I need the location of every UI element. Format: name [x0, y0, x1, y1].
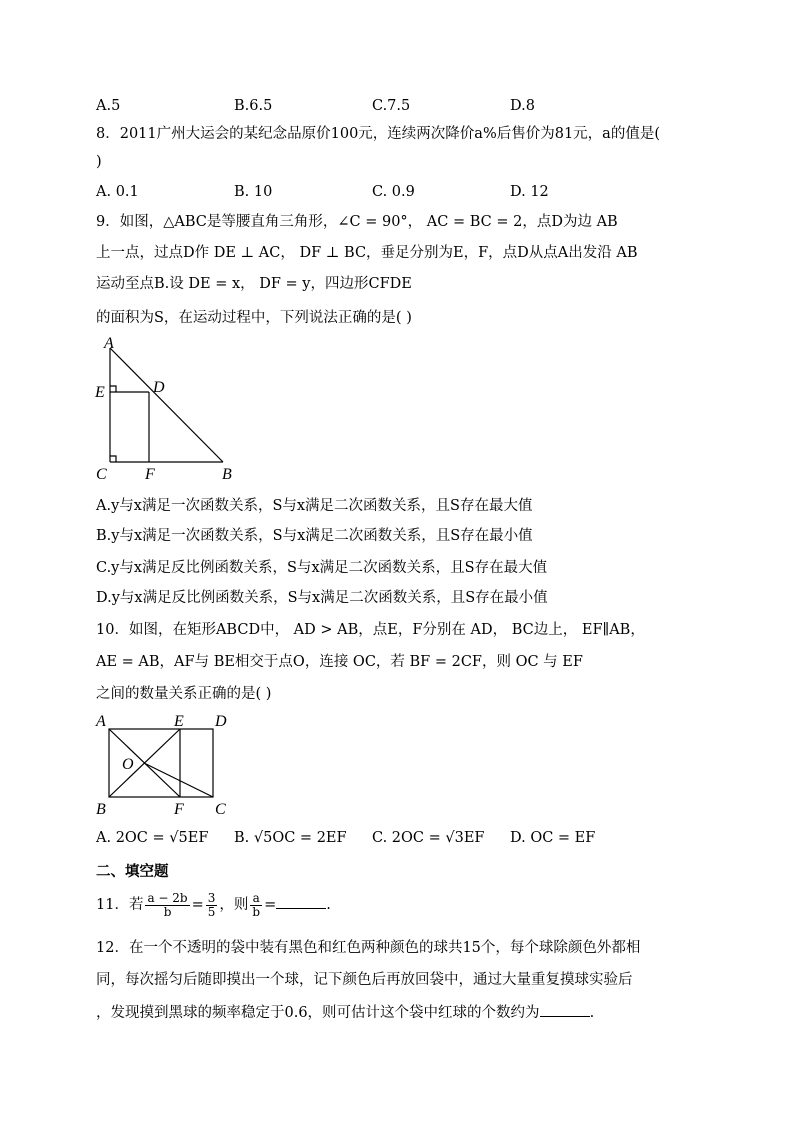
- q10-segment-oc: [144, 763, 213, 797]
- q10-option-c: C. 2OC = √3EF: [372, 830, 485, 846]
- q12-stem-line2: 同，每次摇匀后随即摸出一个球，记下颜色后再放回袋中，通过大量重复摸球实验后: [96, 972, 633, 988]
- q9-label-a: A: [104, 335, 114, 352]
- q12-answer-blank[interactable]: [540, 1002, 590, 1017]
- q9-stem-line3: 运动至点B.设 DE = x， DF = y，四边形CFDE: [96, 276, 412, 292]
- q11-prefix: 11．若: [96, 897, 144, 913]
- q10-figure: [90, 708, 240, 820]
- q9-label-b: B: [222, 466, 232, 483]
- q7-option-d: D.8: [510, 98, 535, 114]
- q9-right-angle-e: [110, 386, 116, 392]
- q7-option-c: C.7.5: [372, 98, 411, 114]
- q8-stem-line1: 8．2011广州大运会的某纪念品原价100元，连续两次降价a%后售价为81元，a的值是(: [96, 126, 660, 142]
- q9-option-d: D.y与x满足反比例函数关系，S与x满足二次函数关系，且S存在最小值: [96, 590, 548, 606]
- q9-stem-line1: 9．如图，△ABC是等腰直角三角形，∠C = 90°， AC = BC = 2，点D为边 AB: [96, 214, 618, 230]
- q10-option-b: B. √5OC = 2EF: [234, 830, 347, 846]
- q10-label-o: O: [122, 756, 134, 773]
- q10-stem-line1: 10．如图，在矩形ABCD中， AD > AB，点E，F分别在 AD， BC边上， EF∥AB，: [96, 622, 645, 638]
- q9-label-f: F: [145, 466, 155, 483]
- q12-stem-line1: 12．在一个不透明的袋中装有黑色和红色两种颜色的球共15个，每个球除颜色外都相: [96, 940, 641, 956]
- q8-option-d: D. 12: [510, 184, 549, 200]
- q9-label-d: D: [153, 379, 165, 396]
- q9-label-c: C: [96, 466, 107, 483]
- q10-label-c: C: [215, 801, 226, 818]
- q9-right-angle-c: [110, 456, 116, 462]
- q10-label-b: B: [96, 801, 106, 818]
- q11-fraction-1: $\frac{a - 2b}{b}$: [147, 890, 188, 919]
- q10-label-d: D: [215, 713, 227, 730]
- q8-option-c: C. 0.9: [372, 184, 415, 200]
- q7-option-b: B.6.5: [234, 98, 273, 114]
- q10-label-a: A: [96, 713, 106, 730]
- q11-fraction-2: $\frac{3}{5}$: [207, 890, 216, 919]
- q11-fraction-3: $\frac{a}{b}$: [252, 890, 261, 919]
- q12-stem-line3: ，发现摸到黑球的频率稳定于0.6，则可估计这个袋中红球的个数约为 .: [96, 1002, 594, 1023]
- q10-option-d: D. OC = EF: [510, 830, 596, 846]
- q9-side-ab: [110, 348, 223, 462]
- q9-option-c: C.y与x满足反比例函数关系，S与x满足二次函数关系，且S存在最大值: [96, 560, 548, 576]
- q10-label-f: F: [174, 801, 184, 818]
- q7-option-a: A.5: [96, 98, 121, 114]
- q8-option-a: A. 0.1: [96, 184, 139, 200]
- q9-label-e: E: [95, 384, 105, 401]
- q9-option-b: B.y与x满足一次函数关系，S与x满足二次函数关系，且S存在最小值: [96, 528, 533, 544]
- q9-stem-line2: 上一点，过点D作 DE ⊥ AC， DF ⊥ BC，垂足分别为E，F，点D从点A出发沿 AB: [96, 245, 638, 261]
- q8-option-b: B. 10: [234, 184, 273, 200]
- q9-option-a: A.y与x满足一次函数关系，S与x满足二次函数关系，且S存在最大值: [96, 498, 533, 514]
- q9-figure: [90, 334, 250, 484]
- q11-stem: 11．若 $\frac{a - 2b}{b}$ = $\frac{3}{5}$ ，则 $\frac{a}{b}$ = .: [96, 890, 331, 919]
- section-title-fill-in: 二、填空题: [96, 864, 169, 880]
- q10-stem-line2: AE = AB，AF与 BE相交于点O，连接 OC，若 BF = 2CF，则 OC 与 EF: [96, 654, 583, 670]
- q9-stem-line4: 的面积为S，在运动过程中，下列说法正确的是( ): [96, 310, 412, 326]
- q10-label-e: E: [174, 713, 184, 730]
- q11-answer-blank[interactable]: [276, 894, 326, 909]
- q8-stem-line2: ): [96, 154, 102, 170]
- q10-stem-line3: 之间的数量关系正确的是( ): [96, 686, 272, 702]
- q10-option-a: A. 2OC = √5EF: [96, 830, 209, 846]
